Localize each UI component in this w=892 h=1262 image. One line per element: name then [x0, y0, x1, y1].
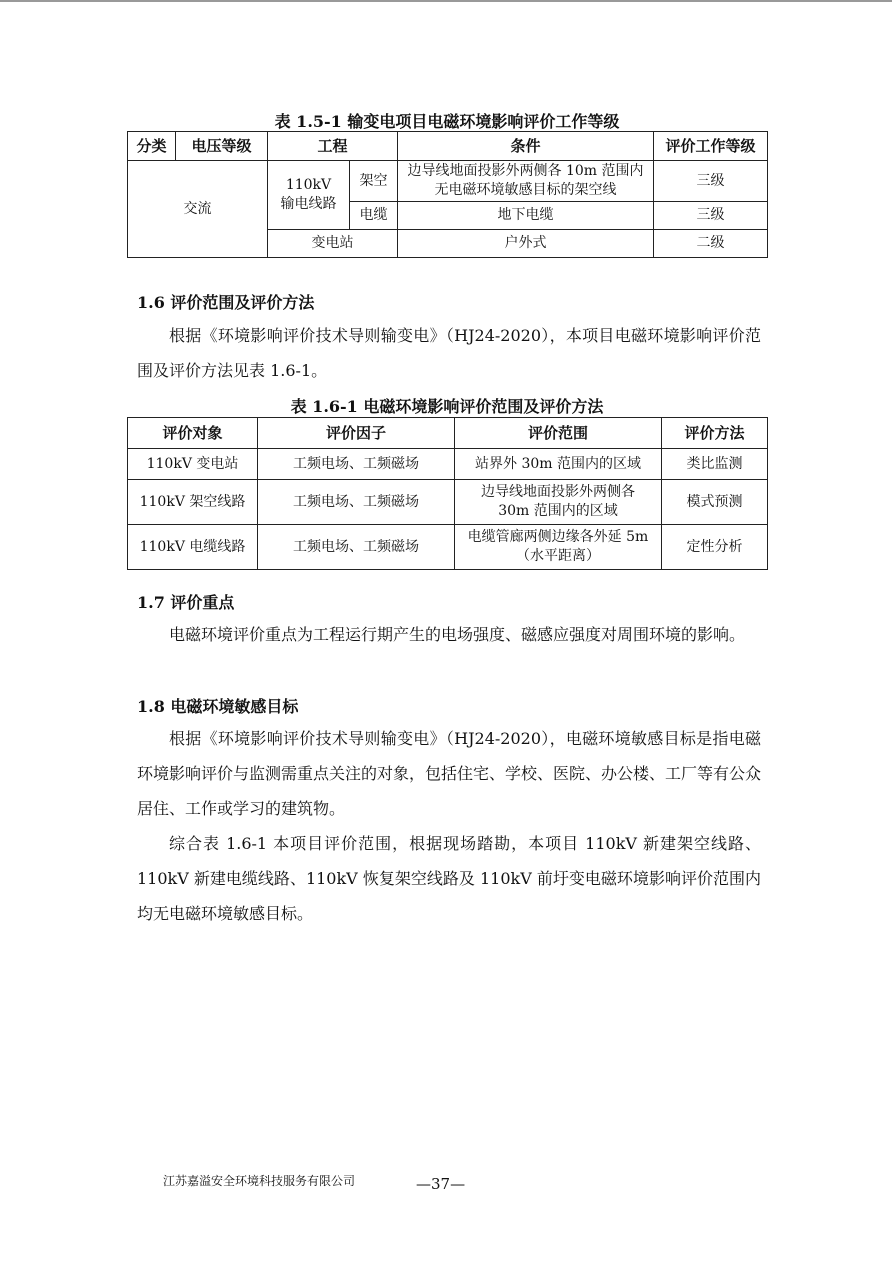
table2-cell-factor: 工频电场、工频磁场: [258, 525, 455, 570]
section-heading-1-7: 1.7 评价重点: [137, 593, 235, 612]
table2-caption: 表 1.6-1 电磁环境影响评价范围及评价方法: [290, 397, 604, 416]
table2-cell-range: 边导线地面投影外两侧各 30m 范围内的区域: [455, 480, 662, 525]
table1-cell-condition: 边导线地面投影外两侧各 10m 范围内无电磁环境敏感目标的架空线: [398, 161, 654, 202]
table1-cell-category: 交流: [128, 161, 268, 258]
table1-cell-project: 电缆: [350, 202, 398, 230]
table1-cell-level: 三级: [654, 161, 768, 202]
section-1-6-paragraph: 根据《环境影响评价技术导则输变电》（HJ24-2020），本项目电磁环境影响评价范围及评价方法见表 1.6-1。: [137, 326, 761, 380]
table2-header-method: 评价方法: [662, 418, 768, 449]
table2-header-factor: 评价因子: [258, 418, 455, 449]
table2-cell-method: 类比监测: [662, 449, 768, 480]
table1-header-condition: 条件: [398, 132, 654, 161]
table1-caption: 表 1.5-1 输变电项目电磁环境影响评价工作等级: [274, 112, 620, 131]
table1-cell-level: 二级: [654, 230, 768, 258]
table2-cell-object: 110kV 电缆线路: [128, 525, 258, 570]
table2-cell-factor: 工频电场、工频磁场: [258, 449, 455, 480]
table2-header-range: 评价范围: [455, 418, 662, 449]
table1-cell-project: 变电站: [268, 230, 398, 258]
table2-cell-range: 站界外 30m 范围内的区域: [455, 449, 662, 480]
table1-cell-line-name: 110kV 输电线路: [268, 161, 350, 230]
table1-cell-project: 架空: [350, 161, 398, 202]
table-evaluation-level: [127, 131, 768, 258]
table1-header-category: 分类: [128, 132, 176, 161]
table1-header-project: 工程: [268, 132, 398, 161]
section-1-8-paragraph-2: 综合表 1.6-1 本项目评价范围，根据现场踏勘，本项目 110kV 新建架空线路、110kV 新建电缆线路、110kV 恢复架空线路及 110kV 前圩变电磁环境影响评价范围内均无电磁环境敏感目标。: [137, 834, 761, 923]
table1-cell-level: 三级: [654, 202, 768, 230]
table1-header-voltage: 电压等级: [176, 132, 268, 161]
section-1-8-paragraph-1: 根据《环境影响评价技术导则输变电》（HJ24-2020），电磁环境敏感目标是指电磁环境影响评价与监测需重点关注的对象，包括住宅、学校、医院、办公楼、工厂等有公众居住、工作或学习的建筑物。: [137, 729, 762, 818]
table2-header-object: 评价对象: [128, 418, 258, 449]
footer-company-name: 江苏嘉溢安全环境科技服务有限公司: [163, 1174, 356, 1188]
table2-cell-range: 电缆管廊两侧边缘各外延 5m（水平距离）: [455, 525, 662, 570]
table2-cell-object: 110kV 变电站: [128, 449, 258, 480]
section-heading-1-6: 1.6 评价范围及评价方法: [137, 293, 315, 312]
table2-cell-object: 110kV 架空线路: [128, 480, 258, 525]
table2-cell-method: 定性分析: [662, 525, 768, 570]
footer-page-number: —37—: [416, 1175, 466, 1193]
table-evaluation-scope: [127, 417, 768, 570]
table1-cell-condition: 地下电缆: [398, 202, 654, 230]
table1-header-level: 评价工作等级: [654, 132, 768, 161]
section-heading-1-8: 1.8 电磁环境敏感目标: [137, 697, 299, 716]
table1-cell-condition: 户外式: [398, 230, 654, 258]
page-top-rule: [0, 0, 892, 2]
section-1-7-paragraph: 电磁环境评价重点为工程运行期产生的电场强度、磁感应强度对周围环境的影响。: [169, 625, 746, 644]
table2-cell-factor: 工频电场、工频磁场: [258, 480, 455, 525]
table2-cell-method: 模式预测: [662, 480, 768, 525]
